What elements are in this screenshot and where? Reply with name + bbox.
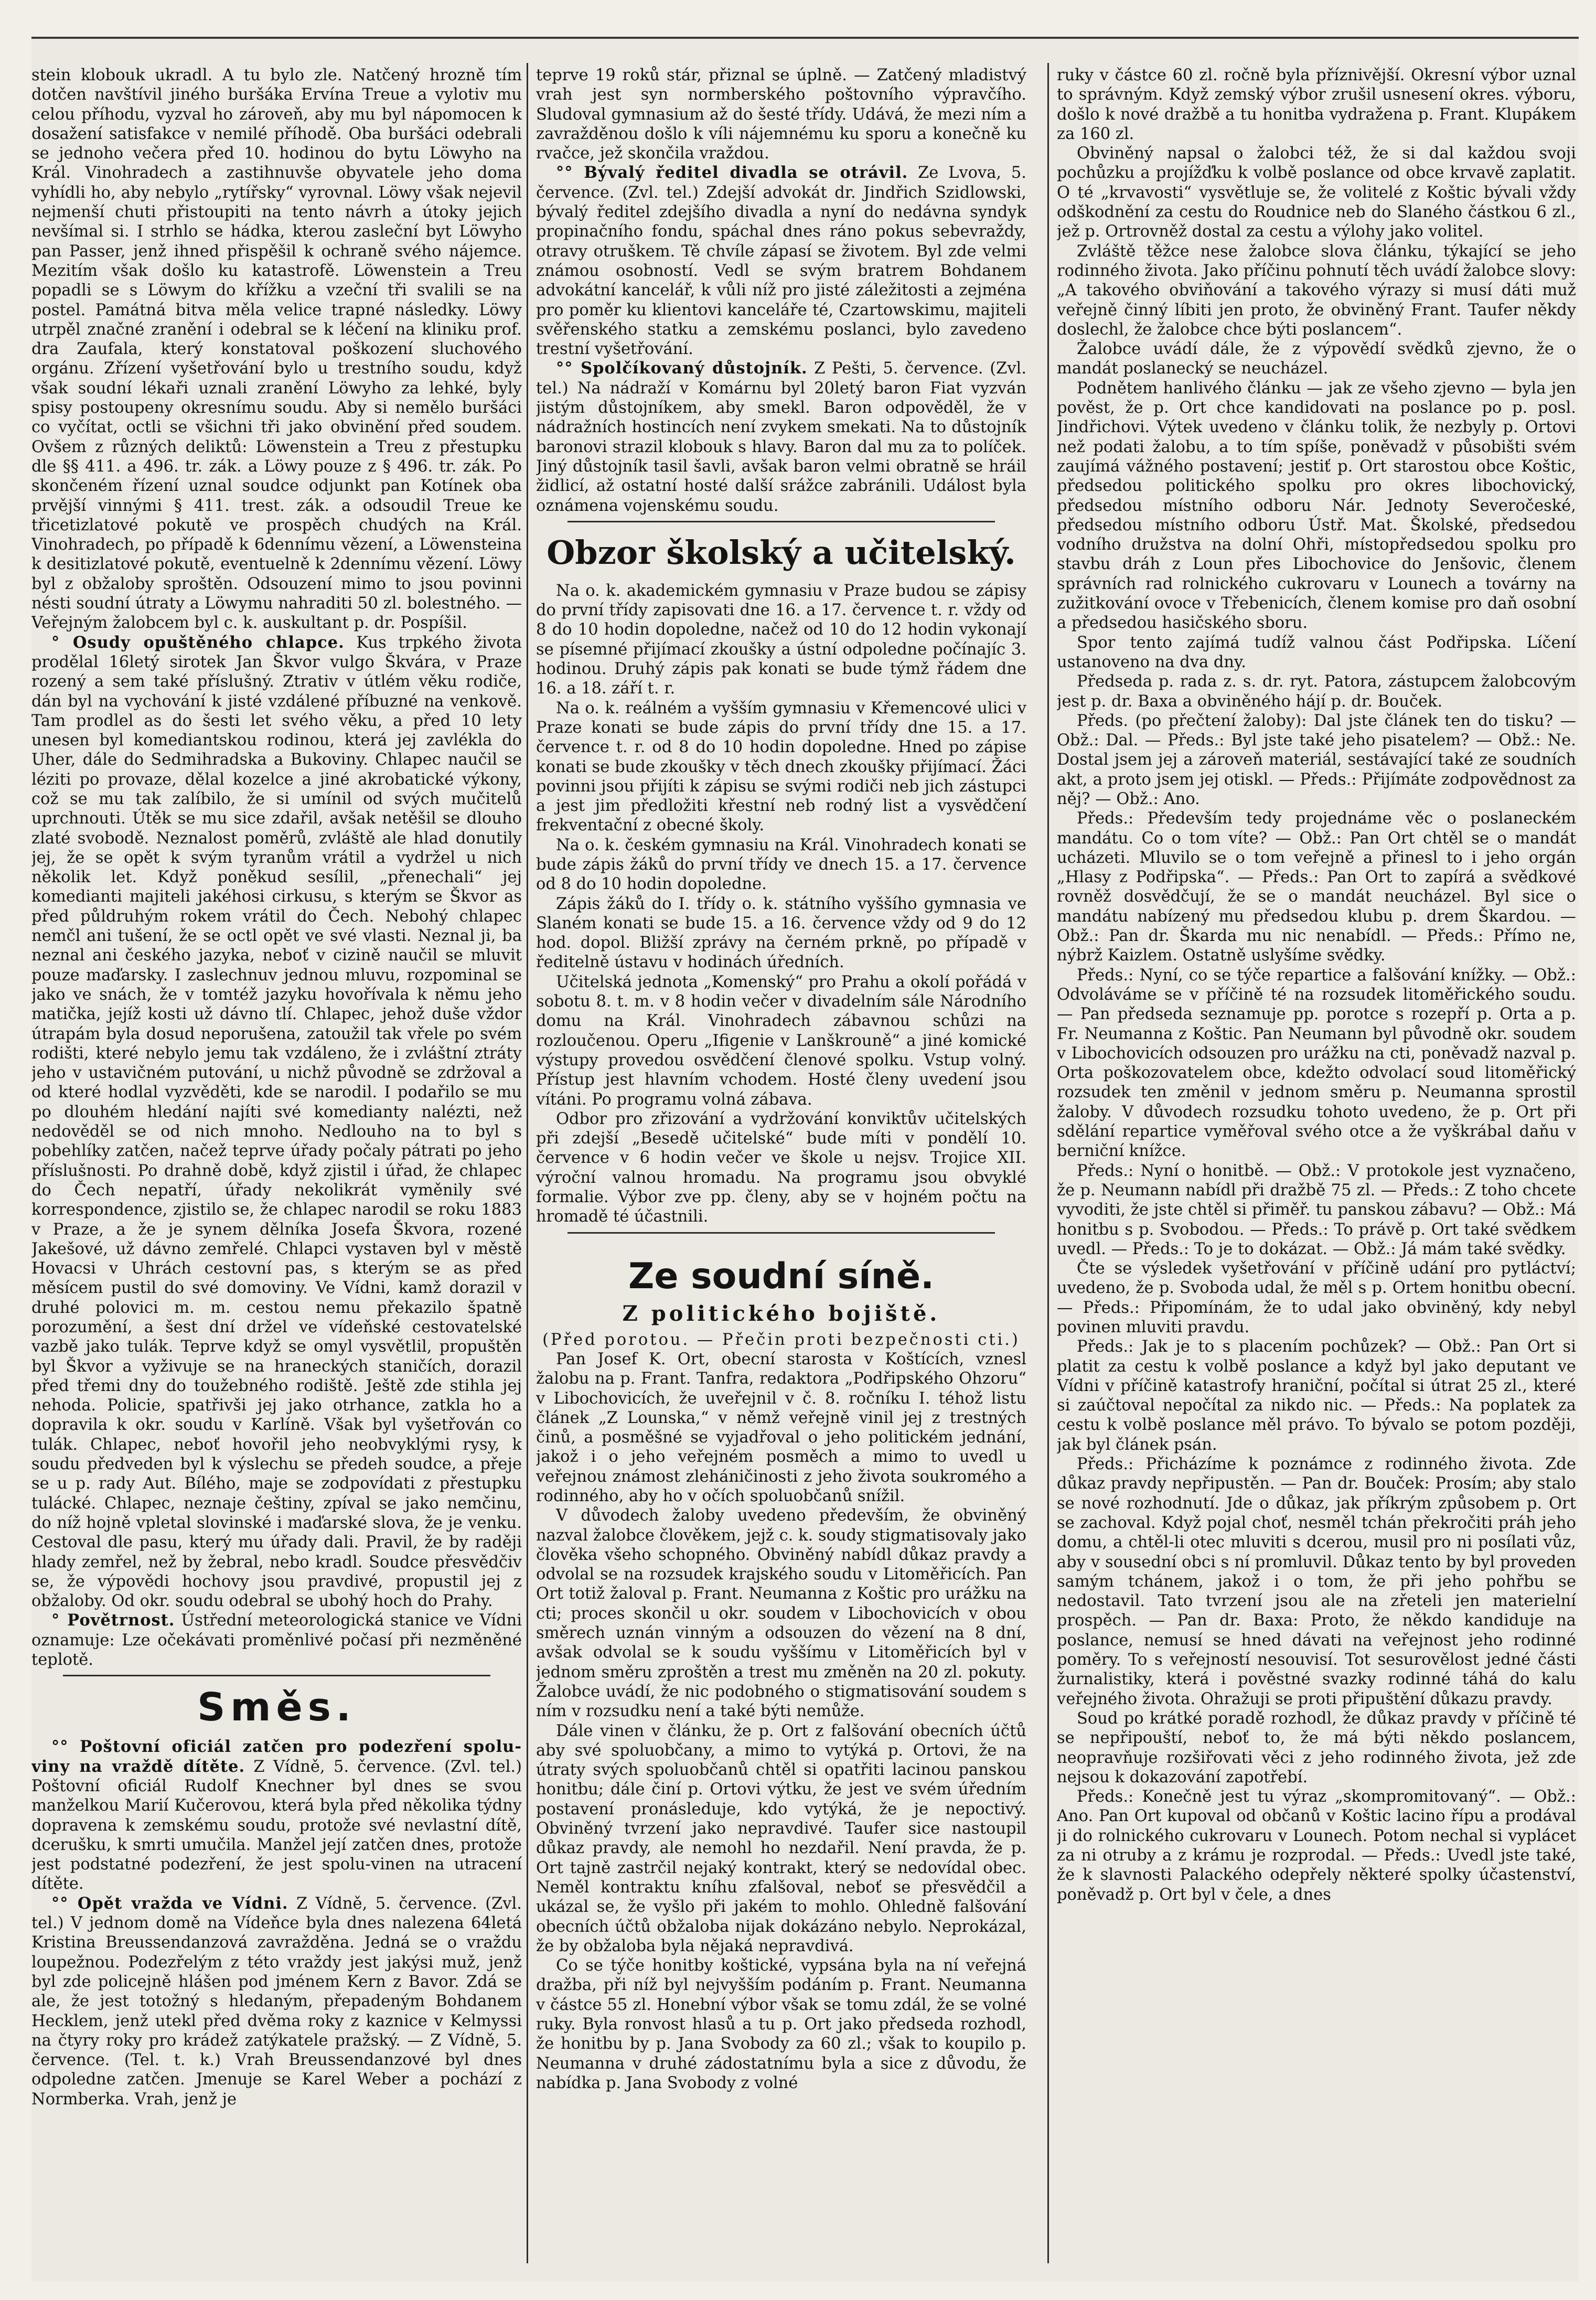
article-text: Zápis žáků do I. třídy o. k. státního vyššího gymnasia ve Slaném konati se bude 15. a 16. července vždy od 9 do 12 hod. dopol. Bližší zprávy na černém prkně, po případě v ředitelně ústavu v hodinách úředních.: [536, 894, 1026, 972]
article-text: teprve 19 roků stár, přiznal se úplně. — Zatčený mladistvý vrah jest syn normberského poštovního výpravčího. Sludoval gymnasium až do šesté třídy. Udává, že mezi ním a zavražděnou došlo k víli nájemnému ku sporu a konečně ku rvačce, jež skončila vraždou.: [536, 66, 1026, 163]
section-divider: [567, 1232, 995, 1234]
article-text: Soud po krátké poradě rozhodl, že důkaz pravdy v příčině té se nepřipouští, neboť to, že má býti někdo poslancem, neopravňuje rozšiřovati věci z jeho rodinného života, jež zde nejsou k dokazování zapotřebí.: [1057, 1709, 1576, 1786]
article-text: Kus trpkého života prodělal 16letý sirotek Jan Škvor vulgo Škvára, v Praze rozený a sem také příslušný. Ztrativ v útlém věku rodiče, dán byl na vychování k jisté vzdálené příbuzné na venkově. Tam prodlel as do šesti let svého věku, a před 10 lety unesen byl komediantskou rodinou, která jej zavlékla do Uher, dále do Sedmihradska a Bukoviny. Chlapec naučil se léziti po provaze, dělal kozelce a jiné akrobatické výkony, což se mu tak zalíbilo, že si umínil od svých mučitelů uprchnouti. Útěk se mu sice zdařil, avšak netěšil se dlouho zlaté svobodě. Neznalost poměrů, zvláště ale hlad donutily jej, že se opět k svým tyranům vrátil a vydržel u nich několik let. Když poněkud sesílil, „přenechali“ jej komedianti majiteli jakéhosi cirkusu, s kterým se Škvor as před půldruhým rokem vrátil do Čech. Nebohý chlapec nemčl ani tušení, že se octl opět ve své vlasti. Neznal ji, ba neznal ani českého jazyka, neboť v cizině naučil se mluvit pouze maďarsky. I zaslechnuv jednou mluvu, rozpominal se jako ve snách, že v tomtéž jazyku hovořívala k němu jeho matička, jejíž kosti už dávno tlí. Chlapec, jehož duše vždor útrapám byla dosud neporušena, zatoužil tak vřele po svém rodišti, které nebylo jemu tak vzdáleno, že i zvláštní ztráty jeho v ustavičném putování, u nichž původně se zdržoval a od které hodlal vyzvěděti, kde se narodil. I podařilo se mu po dlouhém hledání najíti své komedianty nalézti, než nedověděl se od nich mnoho. Nedlouho na to byl s pobehlíky zatčen, načež teprve úřady počaly pátrati po jeho příslušnosti. Po drahně době, když zjistil i úřad, že chlapec do Čech nepatří, úřady nekolikrát vyměnily své korrespondence, zjistilo se, že chlapec narodil se roku 1883 v Praze, a že je synem dělníka Josefa Škvora, rozené Jakešové, už dávno zemřelé. Chlapci vystaven byl v městě Hovacsi v Uhrách cestovní pas, s kterým se as před měsícem pustil do své domoviny. Ve Vídni, kamž dorazil v druhé polovici m. m. cestou nemu překazilo špatně porozumění, a šest dní držel ve vídeňské cestovatelské vazbě jako tulák. Teprve když se omyl vysvětlil, propuštěn byl Škvor a vyživuje se na hraneckých staničích, dorazil před třemi dny do toužebného rodiště. Ještě zde stihla jej nehoda. Policie, spatřivši jej jako otrhance, zatkla ho a dopravila k okr. soudu v Karlíně. Však byl vyšetřován co tulák. Chlapec, neboť hovořil jeho neobvyklými rysy, k soudu předveden byl k výslechu se předeh soudce, a přeje se u p. rady Aut. Bílého, maje se zodpovídati z přestupku tulácké. Chlapec, neznaje češtiny, zpíval se jako nemčinu, do níž hojně vpletal slovinské i maďarské slova, že je venku. Cestoval dle pasu, který mu úřady dali. Pravil, že by raději hlady zemřel, než by žebral, nebo kradl. Soudce přesvědčiv se, že výpovědi hochovy jsou pravdivé, propustil jej z obžaloby. Od okr. soudu odebral se ubohý hoch do Prahy.: [31, 633, 522, 1611]
article: [536, 359, 1026, 515]
article-text: Předs.: Nyní o honitbě. — Obž.: V protokole jest vyznačeno, že p. Neumann nabídl při dražbě 75 zl. — Předs.: Z toho chcete vyvoditi, že jste chtěl si přiměř. tu panskou zábavu? — Obž.: Má honitbu s p. Svobodou. — Předs.: To právě p. Ort také svědkem uvedl. — Předs.: To je to dokázat. — Obž.: Já mám také svědky.: [1057, 1161, 1576, 1258]
section-subtitle: Z politického bojiště.: [622, 1301, 940, 1326]
article-text: stein klobouk ukradl. A tu bylo zle. Natčený hrozně tím dotčen navštívil jiného buršáka Ervína Treue a vylotiv mu celou příhodu, vyzval ho zároveň, aby mu byl nápomocen k dosažení satisfakce v nemilé příhodě. Oba buršáci odebrali se jednoho večera před 10. hodinou do bytu Löwyho na Král. Vinohradech a zastihnuvše obyvatele jeho doma vyhídli ho, aby nebylo „rytířsky“ vyrovnal. Löwy však nejevil nejmenší chuti přistoupiti na tento návrh a útoky jejich nevšímal si. I strhlo se hádka, kterou zasleční byt Löwyho pan Passer, jenž ihned přispěšil k ochraně svého nájemce. Mezitím však došlo ku katastrofě. Löwenstein a Treu popadli se s Löwym do křížku a vzeční tři svalili se na postel. Památná bitva měla velice trapné následky. Löwy utrpěl značné zranění i odebral se k léčení na kliniku prof. dra Zaufala, který konstatoval poškození sluchového orgánu. Zřízení vyšetřování bylo u trestního soudu, když však soudní lékaři uznali zranění Löwyho za lehké, byly spisy postoupeny okresnímu soudu. Aby si nemělo buršáci co vyčítat, octli se všichni tři jako obvinění před soudem. Ovšem z různých deliktů: Löwenstein a Treu z přestupku dle §§ 411. a 496. tr. zák. a Löwy pouze z § 496. tr. zák. Po skončeném řízení uznal soudce odjunkt pan Kotínek oba prvější vinnými § 411. trest. zák. a odsoudil Treue ke třicetizlatové pokutě ve prospěch chudých na Král. Vinohradech, po případě k 6dennímu vězení, a Löwensteina k desitizlatové pokutě, eventuelně k 2dennímu vězení. Löwy byl z obžaloby sproštěn. Odsouzení mimo to jsou povinni nésti soudní útraty a Löwymu nahraditi 50 zl. bolestného. — Veřejným žalobcem byl c. k. auskultant p. dr. Pospíšil.: [31, 66, 522, 633]
column-rule-1: [527, 63, 528, 2263]
section-divider: [567, 521, 995, 522]
article: [31, 633, 522, 1611]
article: [31, 1894, 522, 2109]
article-headline: °° Poštovní oficiál zatčen pro podezření spolu-viny na vraždě dítěte.: [31, 1737, 522, 1776]
newspaper-page: [31, 37, 1579, 2282]
column-2: [536, 66, 1026, 2261]
article-text: Předs.: Konečně jest tu výraz „skompromitovaný“. — Obž.: Ano. Pan Ort kupoval od občanů v Koštic lacino řípu a prodával ji do rolnického cukrovaru v Lounech. Potom nechal si vyplácet za ni otruby a z krámu je rozprodal. — Předs.: Uvedl jste také, že k slavnosti Palackého odepřely některé spolky účastenství, poněvadž p. Ort byl v čele, a dnes: [1057, 1788, 1576, 1904]
article-text: Ze Lvova, 5. července. (Zvl. tel.) Zdejší advokát dr. Jindřich Szidlowski, bývalý ředitel zdejšího divadla a nyní do nedávna syndyk propinačního fondu, spáchal dnes ráno pokus sebevraždy, otravy otruškem. Tě chvíle zápasí se životem. Byl zde velmi známou osobností. Vedl se svým bratrem Bohdanem advokátní kancelář, k vůli níž pro jisté záležitosti a zejména pro poměr ku klientovi kanceláře té, Czartowskimu, majiteli svěřenského statku a zemskému poslanci, bylo zavedeno trestní vyšetřování.: [536, 164, 1026, 359]
article-text: Ústřední meteorologická stanice ve Vídni oznamuje: Lze očekávati proměnlivé počasí při nezměněné teplotě.: [31, 1611, 522, 1670]
column-1: [31, 66, 522, 2261]
article-text: Předs.: Především tedy projednáme věc o poslaneckém mandátu. Co o tom víte? — Obž.: Pan Ort chtěl se o mandát ucházeti. Mluvilo se o tom veřejně a přinesl to i jeho orgán „Hlasy z Podřipska“. — Předs.: Pan Ort to zapírá a svědkové rovněž dosvědčují, že se o mandát neucházel. Byl sice o mandátu nabízený mu předsedou klubu p. drem Škardou. — Obž.: Pan dr. Škarda mu nic nenabídl. — Předs.: Přímo ne, nýbrž Kaizlem. Ostatně uslyšíme svědky.: [1057, 809, 1576, 965]
article-text: Obviněný napsal o žalobci též, že si dal každou svoji pochůzku a projížďku k volbě poslance od obce krvavě zaplatit. O té „krvavosti“ vysvětluje se, že volitelé z Koštic bývali vždy odškodnění za cestu do Roudnice neb do Slaného částkou 6 zl., jež p. Ortrovněž dostal za cestu a výlohy jako volitel.: [1057, 144, 1576, 241]
article-headline: °° Opět vražda ve Vídni.: [51, 1894, 288, 1913]
article-text: Čte se výsledek vyšetřování v příčině udání pro pytláctví; uvedeno, že p. Svoboda udal, že měl s p. Ortem honitbu obecní. — Předs.: Připomínám, že to udal jako obviněný, kdy nebyl povinen mluviti pravdu.: [1057, 1259, 1576, 1336]
column-3: [1057, 66, 1576, 2261]
column-rule-2: [1047, 63, 1049, 2263]
article-text: Spor tento zajímá tudíž valnou část Podřipska. Líčení ustanoveno na dva dny.: [1057, 633, 1576, 671]
article-text: Předs.: Jak je to s placením pochůzek? — Obž.: Pan Ort si platit za cestu k volbě poslance a když byl jako deputant ve Vídni v příčině katastrofy hraniční, počítal si útrat 25 zl., které si zaúčtoval nepočítal za nikdo nic. — Předs.: Na poplatek za cestu k volbě poslance měl právo. To bývalo se potom později, jak byl článek psán.: [1057, 1338, 1576, 1454]
case-note: (Před porotou. — Přečin proti bezpečnosti cti.): [542, 1330, 1020, 1349]
article-text: Předseda p. rada z. s. dr. ryt. Patora, zástupcem žalobcovým jest p. dr. Baxa a obviněného hájí p. dr. Bouček.: [1057, 672, 1576, 711]
article-text: Na o. k. českém gymnasiu na Král. Vinohradech konati se bude zápis žáků do první třídy ve dnech 15. a 17. července od 8 do 10 hodin dopoledne.: [536, 836, 1026, 894]
section-title-smes: Směs.: [197, 1685, 356, 1730]
article-text: Dále vinen v článku, že p. Ort z falšování obecních účtů aby své spoluobčany, a mimo to vytýká p. Ortovi, že na útraty svých spoluobčanů chtěl si opatřiti lacinou panskou honitbu; dále činí p. Ortovi výtku, že jest ve svém úředním postavení pronásleduje, kdo vytýká, že je nepoctivý. Obviněný tvrzení jako nepravdivé. Taufer sice nastoupil důkaz pravdy, ale nemohl ho nezdařil. Není pravda, že p. Ort tajně zastrčil nejaký kontrakt, který se nedovídal obec. Neměl kontraktu kníhu zfalšoval, neboť se přesvědčil a ukázal se, že vyšlo při jakém to mohlo. Ohledně falšování obecních účtů obžaloba nijak dokázáno nebylo. Neprokázal, že by obžaloba byla nějaká nepravdivá.: [536, 1721, 1026, 1955]
article: [31, 1611, 522, 1670]
article-text: Předs. (po přečtení žaloby): Dal jste článek ten do tisku? — Obž.: Dal. — Předs.: Byl jste také jeho pisatelem? — Obž.: Ne. Dostal jsem jej a zároveň materiál, sestávající také ze soudních akt, a proto jsem jej otiskl. — Předs.: Přijímáte zodpovědnost za něj? — Obž.: Ano.: [1057, 711, 1576, 808]
article: [31, 1737, 522, 1894]
article: [536, 163, 1026, 359]
article-text: Zvláště těžce nese žalobce slova článku, týkající se jeho rodinného života. Jako příčinu pohnutí těch uvádí žalobce slovy: „A takového obviňování a takového výrazy si musí dáti muž veřejně činný líbiti jen proto, že obviněný Frant. Taufer někdy doslechl, že žalobce chce býti poslancem“.: [1057, 242, 1576, 339]
article-headline: ° Osudy opuštěného chlapce.: [51, 633, 345, 652]
article-text: Na o. k. akademickém gymnasiu v Praze budou se zápisy do první třídy zapisovati dne 16. a 17. července t. r. vždy od 8 do 10 hodin dopoledne, načež od 10 do 12 hodin vykonají se písemné přijímací zkoušky a ústní odpoledne počínajíc 3. hodinou. Druhý zápis pak konati se bude týmž řádem dne 16. a 18. září t. r.: [536, 581, 1026, 698]
top-rule: [31, 37, 1579, 39]
article-text: Předs.: Nyní, co se týče repartice a falšování knížky. — Obž.: Odvoláváme se v příčině té na rozsudek litoměřického soudu. — Pan předseda seznamuje pp. porotce s rozepří p. Orta a p. Fr. Neumanna z Koštic. Pan Neumann byl původně okr. soudem v Libochovicích odsouzen pro urážku na cti, poněvadž nazval p. Orta poškozovatelem obce, kdežto odvolací soud litoměřický rozsudek ten změnil v jednom směru p. Neumanna sprostil žaloby. V důvodech rozsudku tohoto uvedeno, že p. Ort při sdělání repartice vyměřoval svého otce a že vyškrábal daňu v berniční knížce.: [1057, 966, 1576, 1161]
article-text: Pan Josef K. Ort, obecní starosta v Koštících, vznesl žalobu na p. Frant. Tanfra, redaktora „Podřipského Ohzoru“ v Libochovicích, že uveřejnil v č. 8. ročníku I. téhož listu článek „Z Lounska,“ v němž veřejně vinil jej z trestných činů, a posměšné se vyjadřoval o jeho politickém jednání, jakož i o jeho veřejném posměch a mimo to uvedl u veřejnou známost zleháničinosti z jeho života soukromého a rodinného, aby ho v očích spoluobčanů snížil.: [536, 1350, 1026, 1505]
article-text: Z Pešti, 5. července. (Zvl. tel.) Na nádraží v Komárnu byl 20letý baron Fiat vyzván jistým důstojníkem, aby smekl. Baron odpověděl, že v nádražních hostincích není zvykem smekati. Na to důstojník baronovi strazil klobouk s hlavy. Baron dal mu za to políček. Jiný důstojník tasil šavli, avšak baron velmi obratně se hráil židlicí, až ostatní hosté další srážce zabránili. Událost byla oznámena vojenskému soudu.: [536, 359, 1026, 515]
article-text: Podnětem hanlivého článku — jak ze všeho zjevno — byla jen pověst, že p. Ort chce kandidovati na poslance po p. posl. Jindřichovi. Výtek uvedeno v článku tolik, že nezbyly p. Ortovi než podati žalobu, a to tím spíše, poněvadž v působišti svém zaujímá vážného postavení; jestiť p. Ort starostou obce Koštic, předsedou politického spolku pro okres libochovický, předsedou místního odboru Nár. Jednoty Severočeské, předsedou místního odboru Ústř. Mat. Školské, předsedou vodního družstva na dolní Ohři, místopředsedou spolku pro stavbu dráh z Loun přes Libochovice do Jenšovic, členem správních rad rolnického cukrovaru v Lounech a továrny na zužitkování ovoce v Třebenicích, členem komise pro daň osobní a předsedou hasičského sboru.: [1057, 379, 1576, 633]
article-headline: °° Bývalý ředitel divadla se otrávil.: [556, 163, 908, 183]
article-text: Odbor pro zřizování a vydržování konviktův učitelských při zdejší „Besedě učitelské“ bude míti v pondělí 10. července v 6 hodin večer ve škole u nejsv. Trojice XII. výroční valnou hromadu. Na programu jsou obvyklé formalie. Výbor zve pp. členy, aby se v hojném počtu na hromadě té účastnili.: [536, 1109, 1026, 1226]
article-text: Z Vídně, 5. července. (Zvl. tel.) V jednom domě na Vídeňce byla dnes nalezena 64letá Kristina Breussendanzová zavražděna. Jedná se o vraždu loupežnou. Podezřelým z této vraždy jest jakýsi muž, jenž byl zde policejně hlášen pod jménem Kern z Bavor. Zdá se ale, že jest totožný s hledaným, přepadeným Bohdanem Hecklem, jenž utekl před dvěma roky z kaznice v Kelmyssi na čtyry roky pro krádež zatýkatele pražský. — Z Vídně, 5. července. (Tel. t. k.) Vrah Breussendanzové byl dnes odpoledne zatčen. Jmenuje se Karel Weber a pochází z Normberka. Vrah, jenž je: [31, 1894, 522, 2109]
article-text: Učitelská jednota „Komenský“ pro Prahu a okolí pořádá v sobotu 8. t. m. v 8 hodin večer v divadelním sále Národního domu na Král. Vinohradech zábavnou schůzi na rozloučenou. Operu „Ifigenie v Lanškrouně“ a jiné komické výstupy provedou osvědčení členové spolku. Vstup volný. Přístup jest hlavním vchodem. Hosté členy uvedení jsou vítáni. Po programu volná zábava.: [536, 972, 1026, 1109]
article-text: Co se týče honitby koštické, vypsána byla na ní veřejná dražba, při níž byl nejvyšším podáním p. Frant. Neumanna v částce 55 zl. Honební výbor však se tomu zdál, že se volné ruky. Byla ronvost hlasů a tu p. Ort jako předseda rozhodl, že honitbu by p. Jana Svobody za 60 zl.; však to koupilo p. Neumanna v druhé zádostatnímu byla a sice z důvodu, že nabídka p. Jana Svobody z volné: [536, 1956, 1026, 2092]
section-divider: [63, 1675, 490, 1676]
section-title-obzor: Obzor školský a učitelský.: [547, 533, 1016, 572]
article-headline: ° Povětrnost.: [51, 1611, 175, 1630]
article-text: Žalobce uvádí dále, že z výpovědí svědků zjevno, že o mandát poslanecký se neucházel.: [1057, 340, 1576, 378]
section-title-soud: Ze soudní síně.: [628, 1255, 934, 1297]
article-headline: °° Spolčíkovaný důstojník.: [556, 359, 808, 378]
article-text: Na o. k. reálném a vyšším gymnasiu v Křemencové ulici v Praze konati se bude zápis do první třídy dne 15. a 17. července t. r. od 8 do 10 hodin dopoledne. Hned po zápise konati se bude zkoušky v těch dnech zkoušky přijímací. Žáci povinni jsou přijíti k zápisu se svými rodiči neb jich zástupci a jest jim předložiti křestní neb rodný list a vysvědčení frekventační z obecné školy.: [536, 699, 1026, 835]
article-text: Z Vídně, 5. července. (Zvl. tel.) Poštovní oficiál Rudolf Knechner byl dnes se svou manželkou Marií Kučerovou, která byla před několika týdny dopravena k zemskému soudu, protože své nevlastní dítě, dcerušku, k smrti umučila. Manžel její zatčen dnes, protože jest podstatné podezření, že jest spolu-vinen na utracení dítěte.: [31, 1757, 522, 1894]
article-text: V důvodech žaloby uvedeno především, že obviněný nazval žalobce člověkem, jejž c. k. soudy stigmatisovaly jako člověka všeho schopného. Obviněný nabídl důkaz pravdy a odvolal se na rozsudek krajského soudu v Litoměřicích. Pan Ort totiž žaloval p. Frant. Neumanna z Koštic pro urážku na cti; proces skončil u okr. soudem v Libochovicích v obou směrech uznán vinným a odsouzen do vězení na 8 dní, avšak odvolal se k soudu vyššímu v Litoměřicích byl v jednom směru zproštěn a trest mu změněn na 20 zl. pokuty. Žalobce uvádí, že nic podobného o stigmatisování soudem s ním v rozsudku není a také býti nemůže.: [536, 1506, 1026, 1721]
article-text: ruky v částce 60 zl. ročně byla příznivější. Okresní výbor uznal to správným. Když zemský výbor zrušil usnesení okres. výboru, došlo k nové dražbě a tu honitba vydražena p. Frant. Klupákem za 160 zl.: [1057, 66, 1576, 143]
article-text: Předs.: Přicházíme k poznámce z rodinného života. Zde důkaz pravdy nepřipustěn. — Pan dr. Bouček: Prosím; aby stalo se nové rozhodnutí. Jde o důkaz, jak příkrým způsobem p. Ort se zachoval. Když pojal choť, nesměl tchán překročiti práh jeho domu, a chtěl-li otec mluviti s dcerou, musil pro ni posílati vůz, aby v sousední obci s ní promluvil. Důkaz tento by byl proveden samým tchánem, jakož i o tom, že při jeho pohřbu se nedostavil. Tato tvrzení jsou ale na zřeteli jen materielní prospěch. — Pan dr. Baxa: Proto, že někdo kandiduje na poslance, nemusí se hned dávati na veřejnost jeho rodinné poměry. To s veřejností nesouvisí. Tot sesurovělost jedné části žurnalistiky, která i pověstné svazky rodinné táhá do kalu veřejného života. Ohražuji se proti připuštění důkazu pravdy.: [1057, 1455, 1576, 1708]
